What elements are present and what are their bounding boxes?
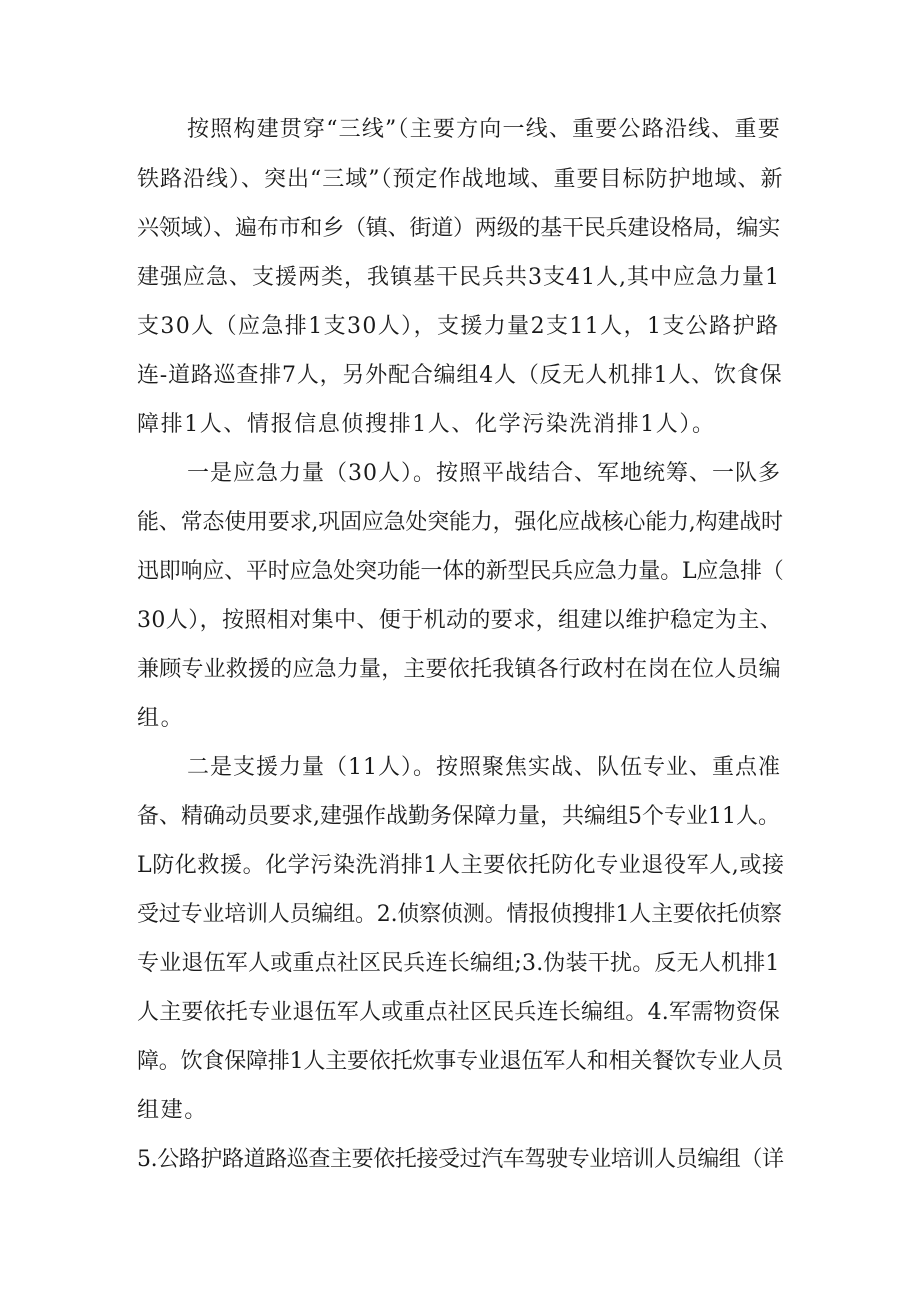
text-line: 组。 (137, 706, 185, 731)
text-line: 人主要依托专业退伍军人或重点社区民兵连长编组。4.军需物资保 (137, 1000, 780, 1025)
text-line: 受过专业培训人员编组。2.侦察侦测。情报侦搜排1人主要依托侦察 (137, 902, 782, 927)
text-line: 5.公路护路道路巡查主要依托接受过汽车驾驶专业培训人员编组（详 (137, 1147, 784, 1172)
text-line: 备、精确动员要求,建强作战勤务保障力量，共编组5个专业11人。 (137, 804, 780, 829)
text-line: 按照构建贯穿“三线”（主要方向一线、重要公路沿线、重要 (187, 117, 781, 142)
text-line: 专业退伍军人或重点社区民兵连长编组;3.伪装干扰。反无人机排1 (137, 951, 780, 976)
text-line: 铁路沿线）、突出“三域”（预定作战地域、重要目标防护地域、新 (137, 167, 784, 192)
text-line: 迅即响应、平时应急处突功能一体的新型民兵应急力量。L应急排（ (137, 559, 784, 584)
text-line: 障。饮食保障排1人主要依托炊事专业退伍军人和相关餐饮专业人员 (137, 1049, 783, 1074)
text-line: 二是支援力量（11人）。按照聚焦实战、队伍专业、重点准 (187, 755, 781, 780)
text-line: 兼顾专业救援的应急力量，主要依托我镇各行政村在岗在位人员编 (137, 657, 781, 682)
text-line: 连-道路巡查排7人，另外配合编组4人（反无人机排1人、饮食保 (137, 363, 783, 388)
text-line: 建强应急、支援两类，我镇基干民兵共3支41人,其中应急力量1 (137, 265, 780, 290)
text-line: 30人），按照相对集中、便于机动的要求，组建以维护稳定为主、 (137, 608, 782, 633)
text-line: 组建。 (137, 1098, 208, 1123)
text-line: 障排1人、情报信息侦搜排1人、化学污染洗消排1人）。 (137, 412, 716, 437)
text-line: 支30人（应急排1支30人），支援力量2支11人，1支公路护路 (137, 314, 780, 339)
text-line: 能、常态使用要求,巩固应急处突能力，强化应战核心能力,构建战时 (137, 510, 783, 535)
text-line: L防化救援。化学污染洗消排1人主要依托防化专业退役军人,或接 (137, 853, 785, 878)
text-line: 兴领域）、遍布市和乡（镇、街道）两级的基干民兵建设格局，编实 (137, 216, 781, 241)
text-line: 一是应急力量（30人）。按照平战结合、军地统筹、一队多 (187, 461, 781, 486)
